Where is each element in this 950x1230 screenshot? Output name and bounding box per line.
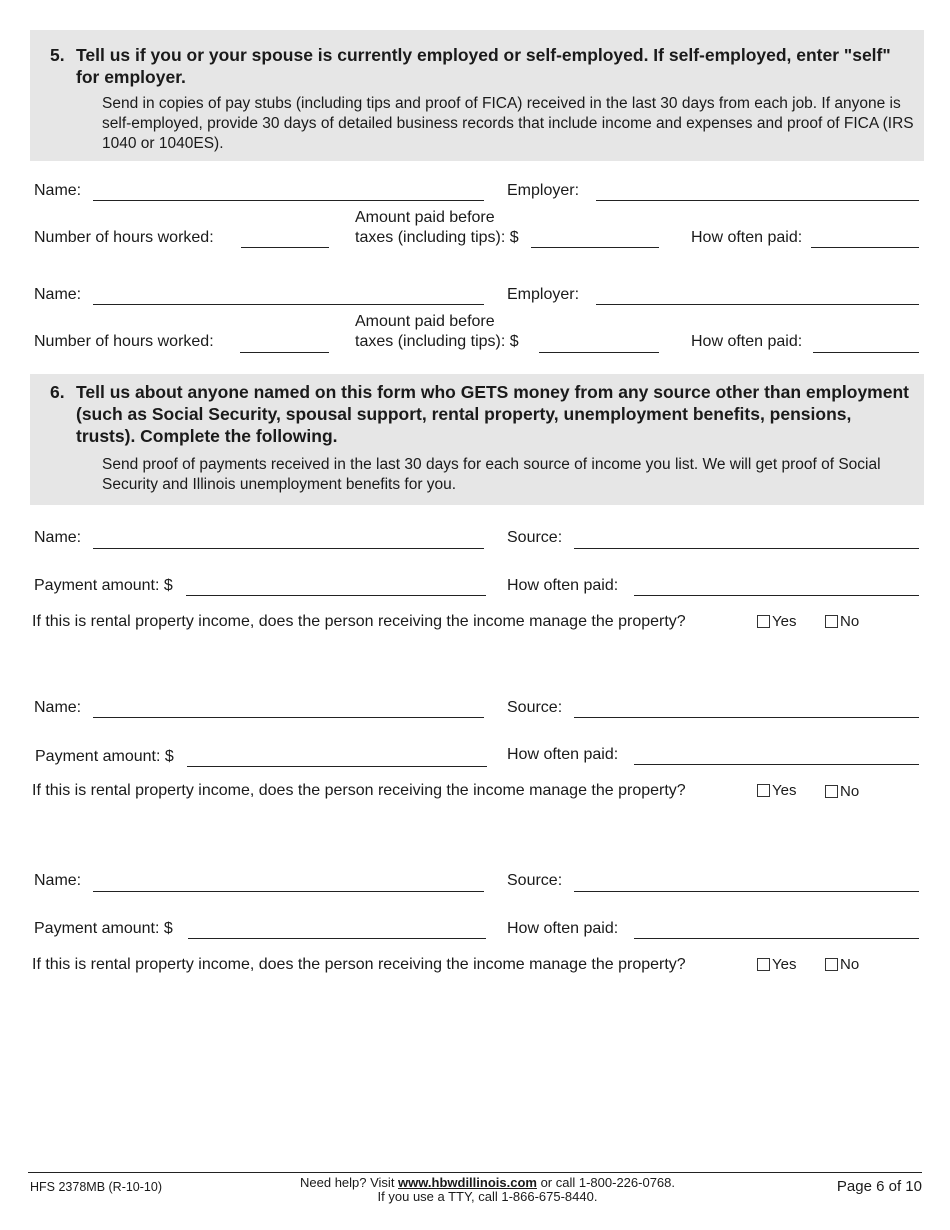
income-1-no-option[interactable]: [825, 613, 859, 630]
employment-2-amount-field[interactable]: [539, 352, 659, 353]
employment-1-amount-field[interactable]: [531, 247, 659, 248]
no-label: No: [840, 956, 860, 973]
page-number: Page 6 of 10: [836, 1178, 922, 1195]
income-1-payment-field[interactable]: [186, 595, 486, 596]
income-2-yes-option[interactable]: [757, 782, 796, 799]
income-1-source-field[interactable]: [574, 548, 919, 549]
employment-2-how-often-label: How often paid:: [691, 333, 803, 350]
no-label: No: [840, 613, 860, 630]
checkbox-icon[interactable]: [757, 958, 770, 971]
checkbox-icon[interactable]: [825, 785, 838, 798]
section-5-header: [30, 30, 924, 161]
income-2-no-option[interactable]: [825, 783, 859, 800]
employment-2-how-often-field[interactable]: [813, 352, 919, 353]
income-1-name-field[interactable]: [93, 548, 484, 549]
employment-2-employer-label: Employer:: [507, 286, 580, 303]
employment-2-name-field[interactable]: [93, 304, 484, 305]
section-5-title: Tell us if you or your spouse is currently employed or self-employed. If self-employed, enter "self" for employer.: [76, 45, 891, 87]
help-suffix: or call 1-800-226-0768.: [536, 1175, 675, 1190]
employment-1-name-label: Name:: [34, 182, 82, 199]
income-1-how-often-field[interactable]: [634, 595, 919, 596]
income-2-how-often-label: How often paid:: [507, 746, 619, 763]
income-3-name-field[interactable]: [93, 891, 484, 892]
employment-2-amount-label-line2: taxes (including tips): $: [355, 333, 519, 350]
employment-1-employer-field[interactable]: [596, 200, 919, 201]
income-3-source-label: Source:: [507, 872, 563, 889]
tty-line: If you use a TTY, call 1-866-675-8440.: [377, 1189, 598, 1204]
income-3-source-field[interactable]: [574, 891, 919, 892]
income-2-source-label: Source:: [507, 699, 563, 716]
income-1-rental-question: If this is rental property income, does the person receiving the income manage the property?: [32, 613, 686, 630]
help-website-link[interactable]: www.hbwdillinois.com: [398, 1175, 537, 1190]
income-2-name-label: Name:: [34, 699, 82, 716]
section-6-header: [30, 374, 924, 505]
employment-2-hours-field[interactable]: [240, 352, 329, 353]
help-line: [250, 1176, 725, 1190]
no-label: No: [840, 783, 860, 800]
employment-2-employer-field[interactable]: [596, 304, 919, 305]
income-2-how-often-field[interactable]: [634, 764, 919, 765]
income-3-how-often-label: How often paid:: [507, 920, 619, 937]
income-1-yes-option[interactable]: [757, 613, 796, 630]
yes-label: Yes: [772, 613, 797, 630]
section-6-number: 6.: [50, 382, 65, 402]
footer-divider: [28, 1172, 922, 1173]
income-2-rental-question: If this is rental property income, does the person receiving the income manage the property?: [32, 782, 686, 799]
employment-2-amount-label-line1: Amount paid before: [355, 313, 495, 330]
employment-1-hours-label: Number of hours worked:: [34, 229, 214, 246]
checkbox-icon[interactable]: [757, 784, 770, 797]
checkbox-icon[interactable]: [757, 615, 770, 628]
employment-1-hours-field[interactable]: [241, 247, 329, 248]
income-3-no-option[interactable]: [825, 956, 859, 973]
employment-1-how-often-field[interactable]: [811, 247, 919, 248]
income-1-payment-label: Payment amount: $: [34, 577, 173, 594]
income-3-how-often-field[interactable]: [634, 938, 919, 939]
income-2-name-field[interactable]: [93, 717, 484, 718]
help-prefix: Need help? Visit: [300, 1175, 399, 1190]
employment-1-how-often-label: How often paid:: [691, 229, 803, 246]
income-2-source-field[interactable]: [574, 717, 919, 718]
yes-label: Yes: [772, 782, 797, 799]
section-5-description: Send in copies of pay stubs (including tips and proof of FICA) received in the last 30 days from each job. If anyone is self-employed, provide 30 days of detailed business records that include income and expenses and proof of FICA (IRS 1040 or 1040ES).: [102, 95, 914, 152]
income-2-payment-field[interactable]: [187, 766, 487, 767]
yes-label: Yes: [772, 956, 797, 973]
section-6-title: Tell us about anyone named on this form who GETS money from any source other than employment (such as Social Security, spousal support, rental property, unemployment benefits, pensions, trusts). Complete the following.: [76, 382, 909, 446]
footer-help: [250, 1176, 725, 1204]
income-3-rental-question: If this is rental property income, does the person receiving the income manage the property?: [32, 956, 686, 973]
income-3-payment-field[interactable]: [188, 938, 486, 939]
employment-2-name-label: Name:: [34, 286, 82, 303]
employment-1-amount-label-line2: taxes (including tips): $: [355, 229, 519, 246]
form-id: HFS 2378MB (R-10-10): [30, 1180, 162, 1194]
income-3-name-label: Name:: [34, 872, 82, 889]
section-5-number: 5.: [50, 45, 65, 65]
income-1-source-label: Source:: [507, 529, 563, 546]
employment-1-amount-label-line1: Amount paid before: [355, 209, 495, 226]
income-2-payment-label: Payment amount: $: [35, 748, 174, 765]
employment-2-hours-label: Number of hours worked:: [34, 333, 214, 350]
checkbox-icon[interactable]: [825, 615, 838, 628]
income-1-name-label: Name:: [34, 529, 82, 546]
income-3-yes-option[interactable]: [757, 956, 796, 973]
employment-1-employer-label: Employer:: [507, 182, 580, 199]
checkbox-icon[interactable]: [825, 958, 838, 971]
income-3-payment-label: Payment amount: $: [34, 920, 173, 937]
section-6-description: Send proof of payments received in the last 30 days for each source of income you list. We will get proof of Social Security and Illinois unemployment benefits for you.: [102, 456, 881, 493]
income-1-how-often-label: How often paid:: [507, 577, 619, 594]
employment-1-name-field[interactable]: [93, 200, 484, 201]
